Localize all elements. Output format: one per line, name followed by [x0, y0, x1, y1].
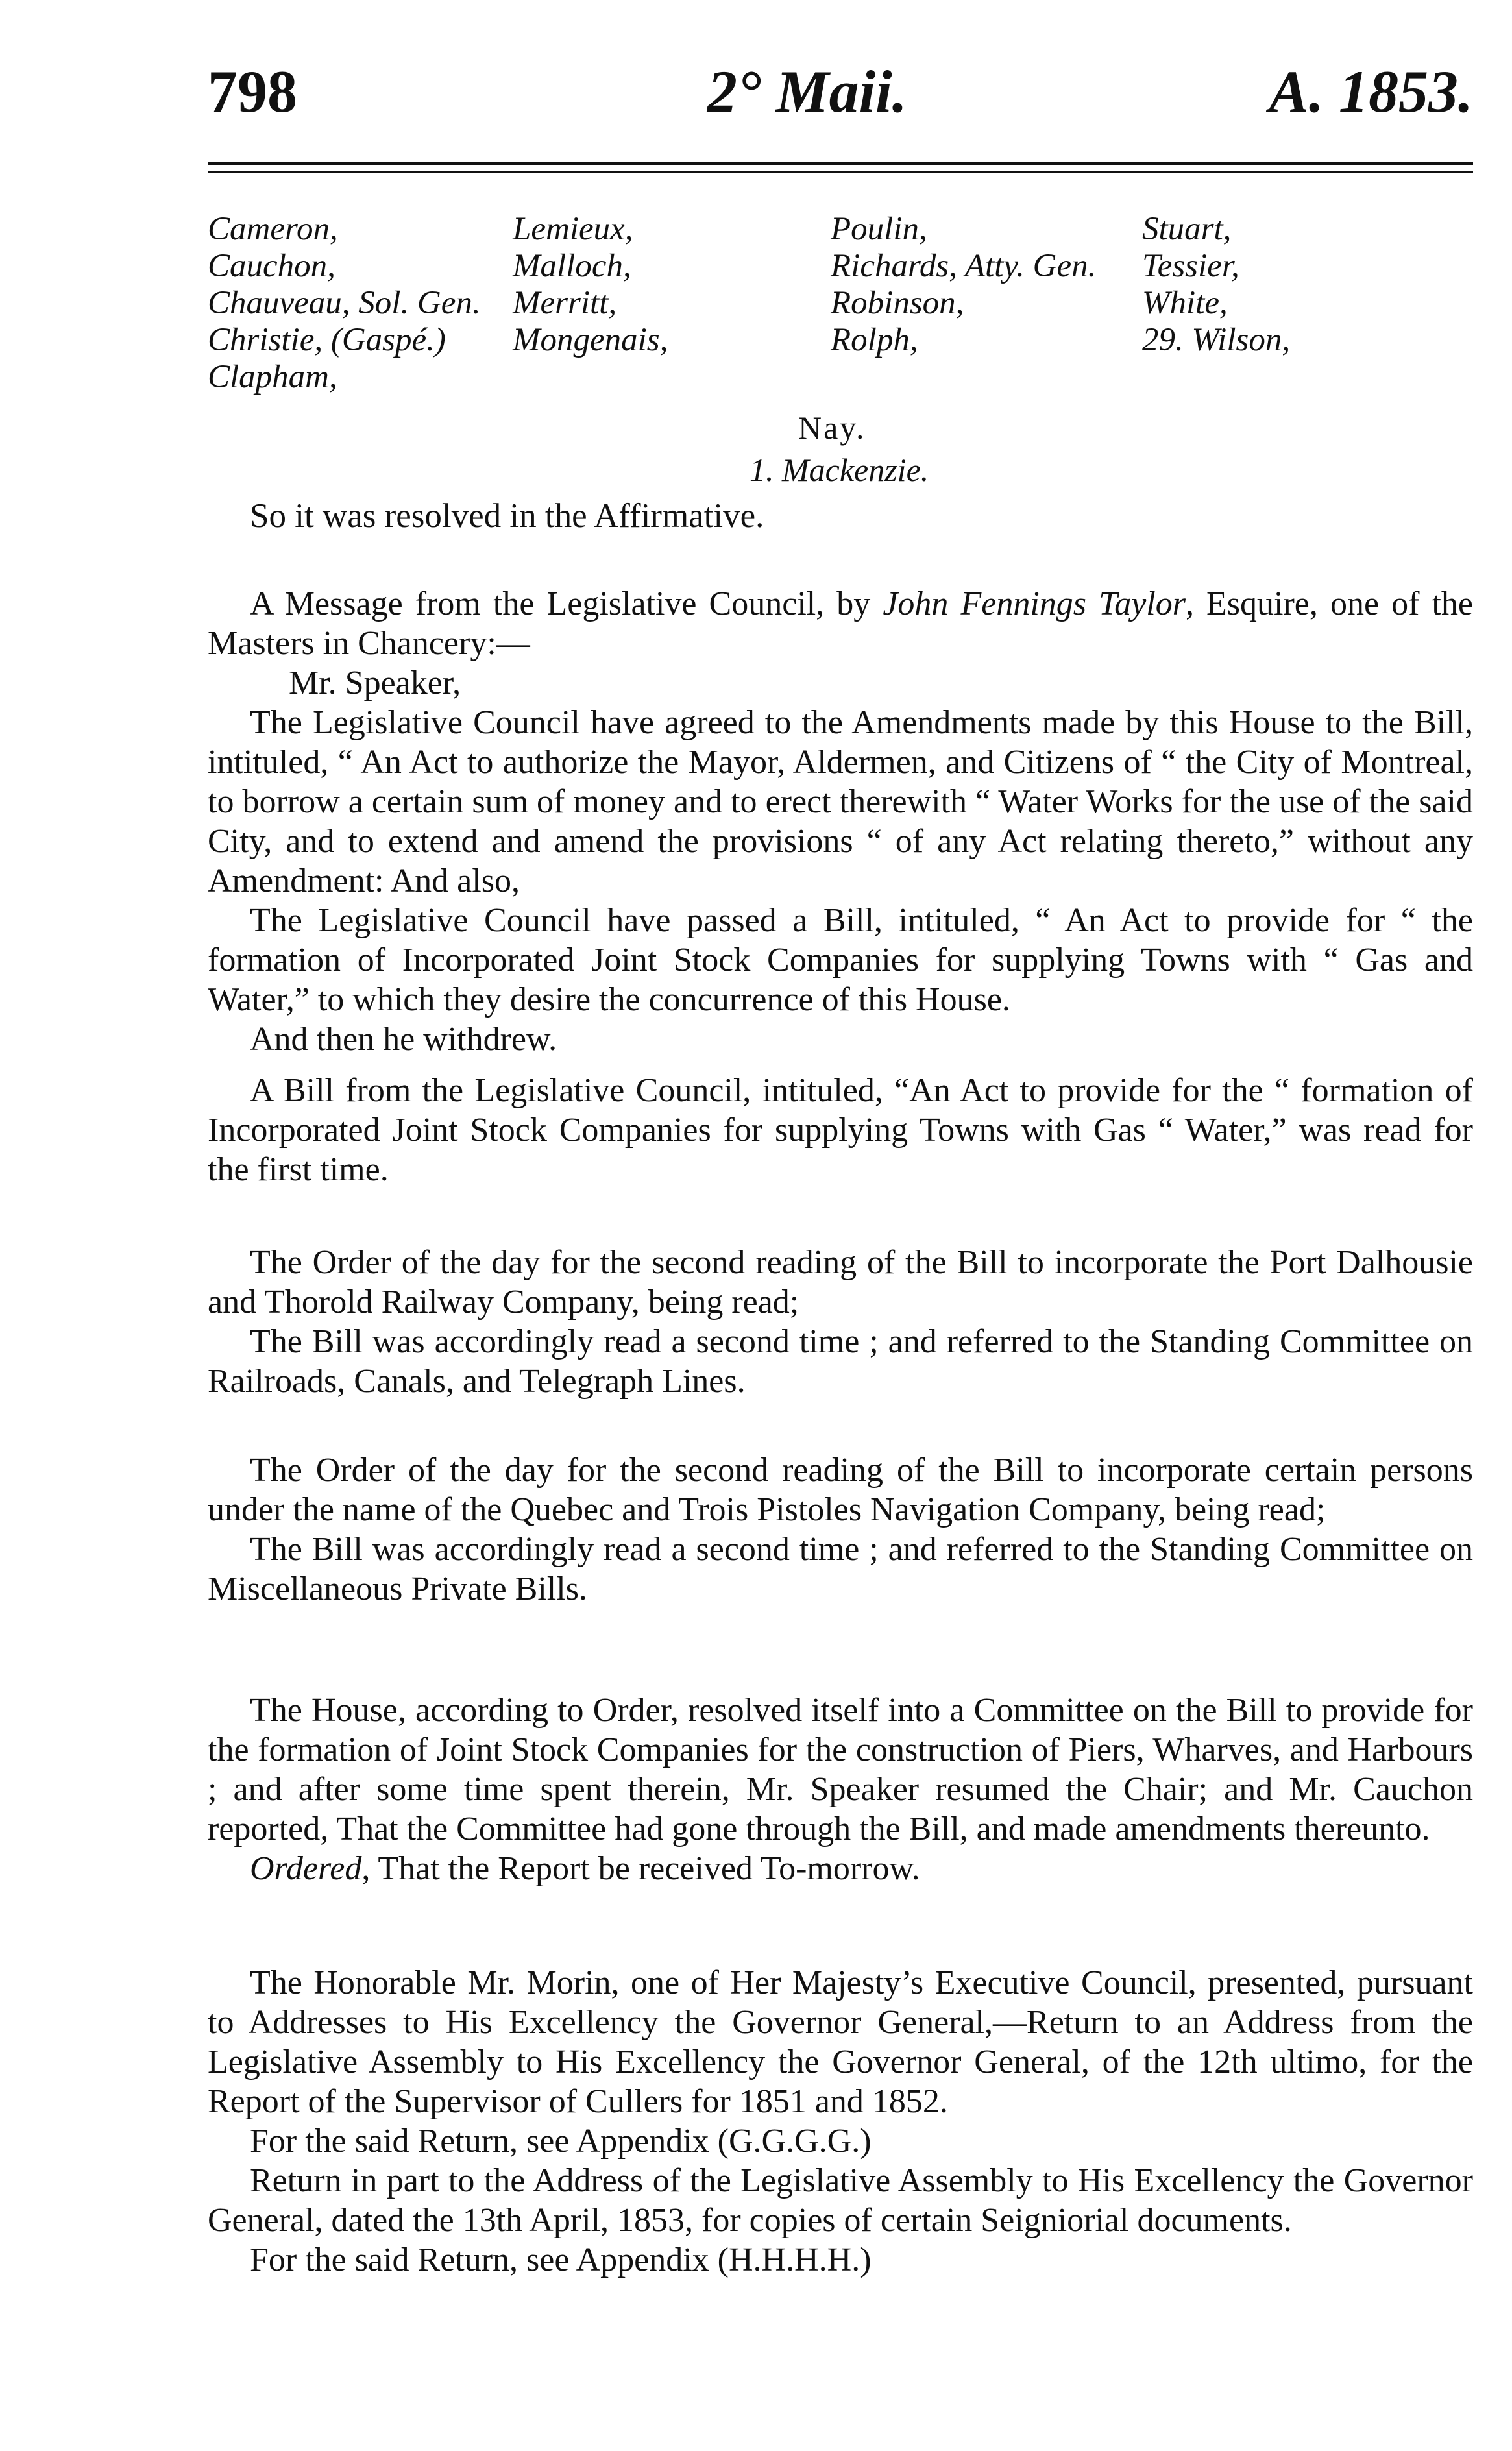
yeas-column-4 — [1142, 211, 1290, 359]
paragraph-text: The Order of the day for the second reading of the Bill to incorporate certain persons under the name of the Quebec and Trois Pistoles Navigation Company, being read; — [208, 1452, 1473, 1528]
messenger-name: John Fennings Taylor — [883, 585, 1186, 622]
member-name: Malloch, — [513, 248, 631, 284]
withdrew-line: And then he withdrew. — [250, 1021, 557, 1058]
member-name: Cameron, — [208, 211, 338, 247]
header-rule — [208, 162, 1473, 165]
first-reading-paragraph — [208, 1071, 1473, 1189]
page-number: 798 — [208, 58, 297, 125]
paragraph-text: A Bill from the Legislative Council, intituled, “An Act to provide for the “ formation of Incorporated Joint Stock Companies for supplying Towns with Gas “ Water,” was read for the first time. — [208, 1072, 1473, 1188]
member-name: Poulin, — [831, 211, 927, 247]
division-result: So it was resolved in the Affirmative. — [250, 497, 764, 535]
paragraph-text: For the said Return, see Appendix (H.H.H.H.) — [250, 2241, 872, 2278]
member-name: Rolph, — [831, 322, 918, 358]
paragraph-text: For the said Return, see Appendix (G.G.G.G.) — [250, 2123, 872, 2160]
member-name: Richards, Atty. Gen. — [831, 248, 1097, 284]
paragraph-text: The Bill was accordingly read a second time ; and referred to the Standing Committee on Miscellaneous Private Bills. — [208, 1531, 1473, 1607]
member-name: Chauveau, Sol. Gen. — [208, 285, 481, 321]
yeas-column-2 — [513, 211, 668, 359]
text-run: , That the Report be received To-morrow. — [361, 1850, 920, 1887]
member-name: Robinson, — [831, 285, 964, 321]
committee-paragraph — [208, 1690, 1473, 1888]
member-name: White, — [1142, 285, 1228, 321]
paragraph-text: The Bill was accordingly read a second time ; and referred to the Standing Committee on Railroads, Canals, and Telegraph Lines. — [208, 1323, 1473, 1400]
message-body-2: The Legislative Council have passed a Bill, intituled, “ An Act to provide for “ the formation of Incorporated Joint Stock Companies for supplying Towns with “ Gas and Water,” to which they desire the concurrence of this House. — [208, 902, 1473, 1018]
message-body-1: The Legislative Council have agreed to the Amendments made by this House to the Bill, intituled, “ An Act to authorize the Mayor, Aldermen, and Citizens of “ the City of Montreal, to borrow a certain sum of money and to erect therewith “ Water Works for the use of the said City, and to extend and amend the provisions “ of any Act relating thereto,” without any Amendment: And also, — [208, 704, 1473, 899]
text-run: , Esquire, one of the Masters in Chancery:— — [208, 585, 1473, 662]
member-name: Christie, (Gaspé.) — [208, 322, 446, 358]
returns-paragraph — [208, 1963, 1473, 2280]
member-name: Lemieux, — [513, 211, 633, 247]
ordered-line — [208, 1849, 1473, 1888]
salutation: Mr. Speaker, — [289, 665, 461, 701]
member-name: Merritt, — [513, 285, 617, 321]
yeas-column-3 — [831, 211, 1096, 359]
member-name: 1. Mackenzie. — [750, 452, 929, 488]
ordered-label: Ordered — [250, 1850, 362, 1887]
paragraph-text: The House, according to Order, resolved itself into a Committee on the Bill to provide for the formation of Joint Stock Companies for the construction of Piers, Wharves, and Harbours ; and after some time spent therein, Mr. Speaker resumed the Chair; and Mr. Cauchon reported, That the Committee had gone through the Bill, and made amendments thereunto. — [208, 1692, 1473, 1847]
header-rule-thin — [208, 171, 1473, 173]
member-name: Cauchon, — [208, 248, 335, 284]
member-name: Mongenais, — [513, 322, 668, 358]
member-name: Stuart, — [1142, 211, 1232, 247]
year: A. 1853. — [1269, 58, 1473, 125]
message-intro — [208, 584, 1473, 663]
nays-list — [750, 451, 929, 489]
running-header — [208, 57, 1473, 135]
session-date: 2° Maii. — [707, 58, 907, 125]
yeas-column-1 — [208, 211, 481, 396]
nay-heading: Nay. — [798, 409, 866, 446]
text-run: A Message from the Legislative Council, by — [250, 585, 883, 622]
member-name: Tessier, — [1142, 248, 1239, 284]
paragraph-text: The Order of the day for the second reading of the Bill to incorporate the Port Dalhousie and Thorold Railway Company, being read; — [208, 1244, 1473, 1321]
railway-bill-paragraph — [208, 1243, 1473, 1401]
paragraph-text: Return in part to the Address of the Legislative Assembly to His Excellency the Governor General, dated the 13th April, 1853, for copies of certain Seigniorial documents. — [208, 2162, 1473, 2239]
member-name: 29. Wilson, — [1142, 322, 1291, 358]
message-paragraph — [208, 584, 1473, 1059]
paragraph-text: The Honorable Mr. Morin, one of Her Majesty’s Executive Council, presented, pursuant to Addresses to His Excellency the Governor General,—Return to an Address from the Legislative Assembly to His Excellency the Governor General, of the 12th ultimo, for the Report of the Supervisor of Cullers for 1851 and 1852. — [208, 1964, 1473, 2120]
member-name: Clapham, — [208, 359, 337, 395]
navigation-bill-paragraph — [208, 1450, 1473, 1609]
